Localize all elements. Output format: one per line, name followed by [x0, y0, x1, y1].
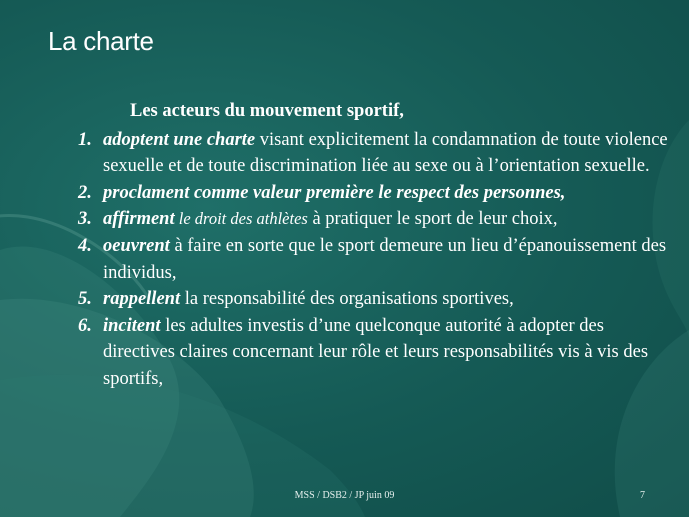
- list-keyword: proclament comme valeur première le respect des personnes,: [103, 182, 566, 203]
- list-number: 2.: [78, 182, 92, 203]
- page-number: 7: [640, 490, 645, 501]
- list-keyword: oeuvrent: [103, 235, 170, 256]
- intro-line: Les acteurs du mouvement sportif,: [130, 101, 404, 121]
- list-emphasis: le droit des athlètes: [174, 209, 308, 229]
- charter-list: [78, 127, 668, 393]
- list-text: à pratiquer le sport de leur choix,: [307, 209, 558, 230]
- list-text: à faire en sorte que le sport demeure un lieu d’épanouissement des individus,: [103, 235, 667, 283]
- list-item: [78, 233, 668, 286]
- list-keyword: incitent: [103, 315, 161, 336]
- list-text: les adultes investis d’une quelconque autorité à adopter des directives claires concernant leur rôle et leurs responsabilités vis à vis des sportifs,: [103, 315, 649, 389]
- list-number: 3.: [78, 209, 92, 230]
- list-text: visant explicitement la condamnation de toute violence sexuelle et de toute discrimination liée au sexe ou à l’orientation sexuelle.: [103, 129, 668, 177]
- list-item: [78, 180, 668, 207]
- slide-body: [78, 98, 668, 393]
- list-keyword: rappellent: [103, 289, 181, 310]
- footer-text: MSS / DSB2 / JP juin 09: [294, 490, 395, 501]
- list-keyword: affirment: [103, 209, 175, 230]
- list-item: [78, 313, 668, 393]
- list-number: 5.: [78, 289, 92, 310]
- list-item: [78, 127, 668, 180]
- list-item: [78, 206, 668, 233]
- list-number: 4.: [78, 235, 92, 256]
- list-number: 1.: [78, 129, 92, 150]
- list-keyword: adoptent une charte: [103, 129, 256, 150]
- slide-title: La charte: [48, 26, 154, 56]
- list-item: [78, 286, 668, 313]
- list-text: la responsabilité des organisations sportives,: [180, 289, 514, 310]
- list-number: 6.: [78, 315, 92, 336]
